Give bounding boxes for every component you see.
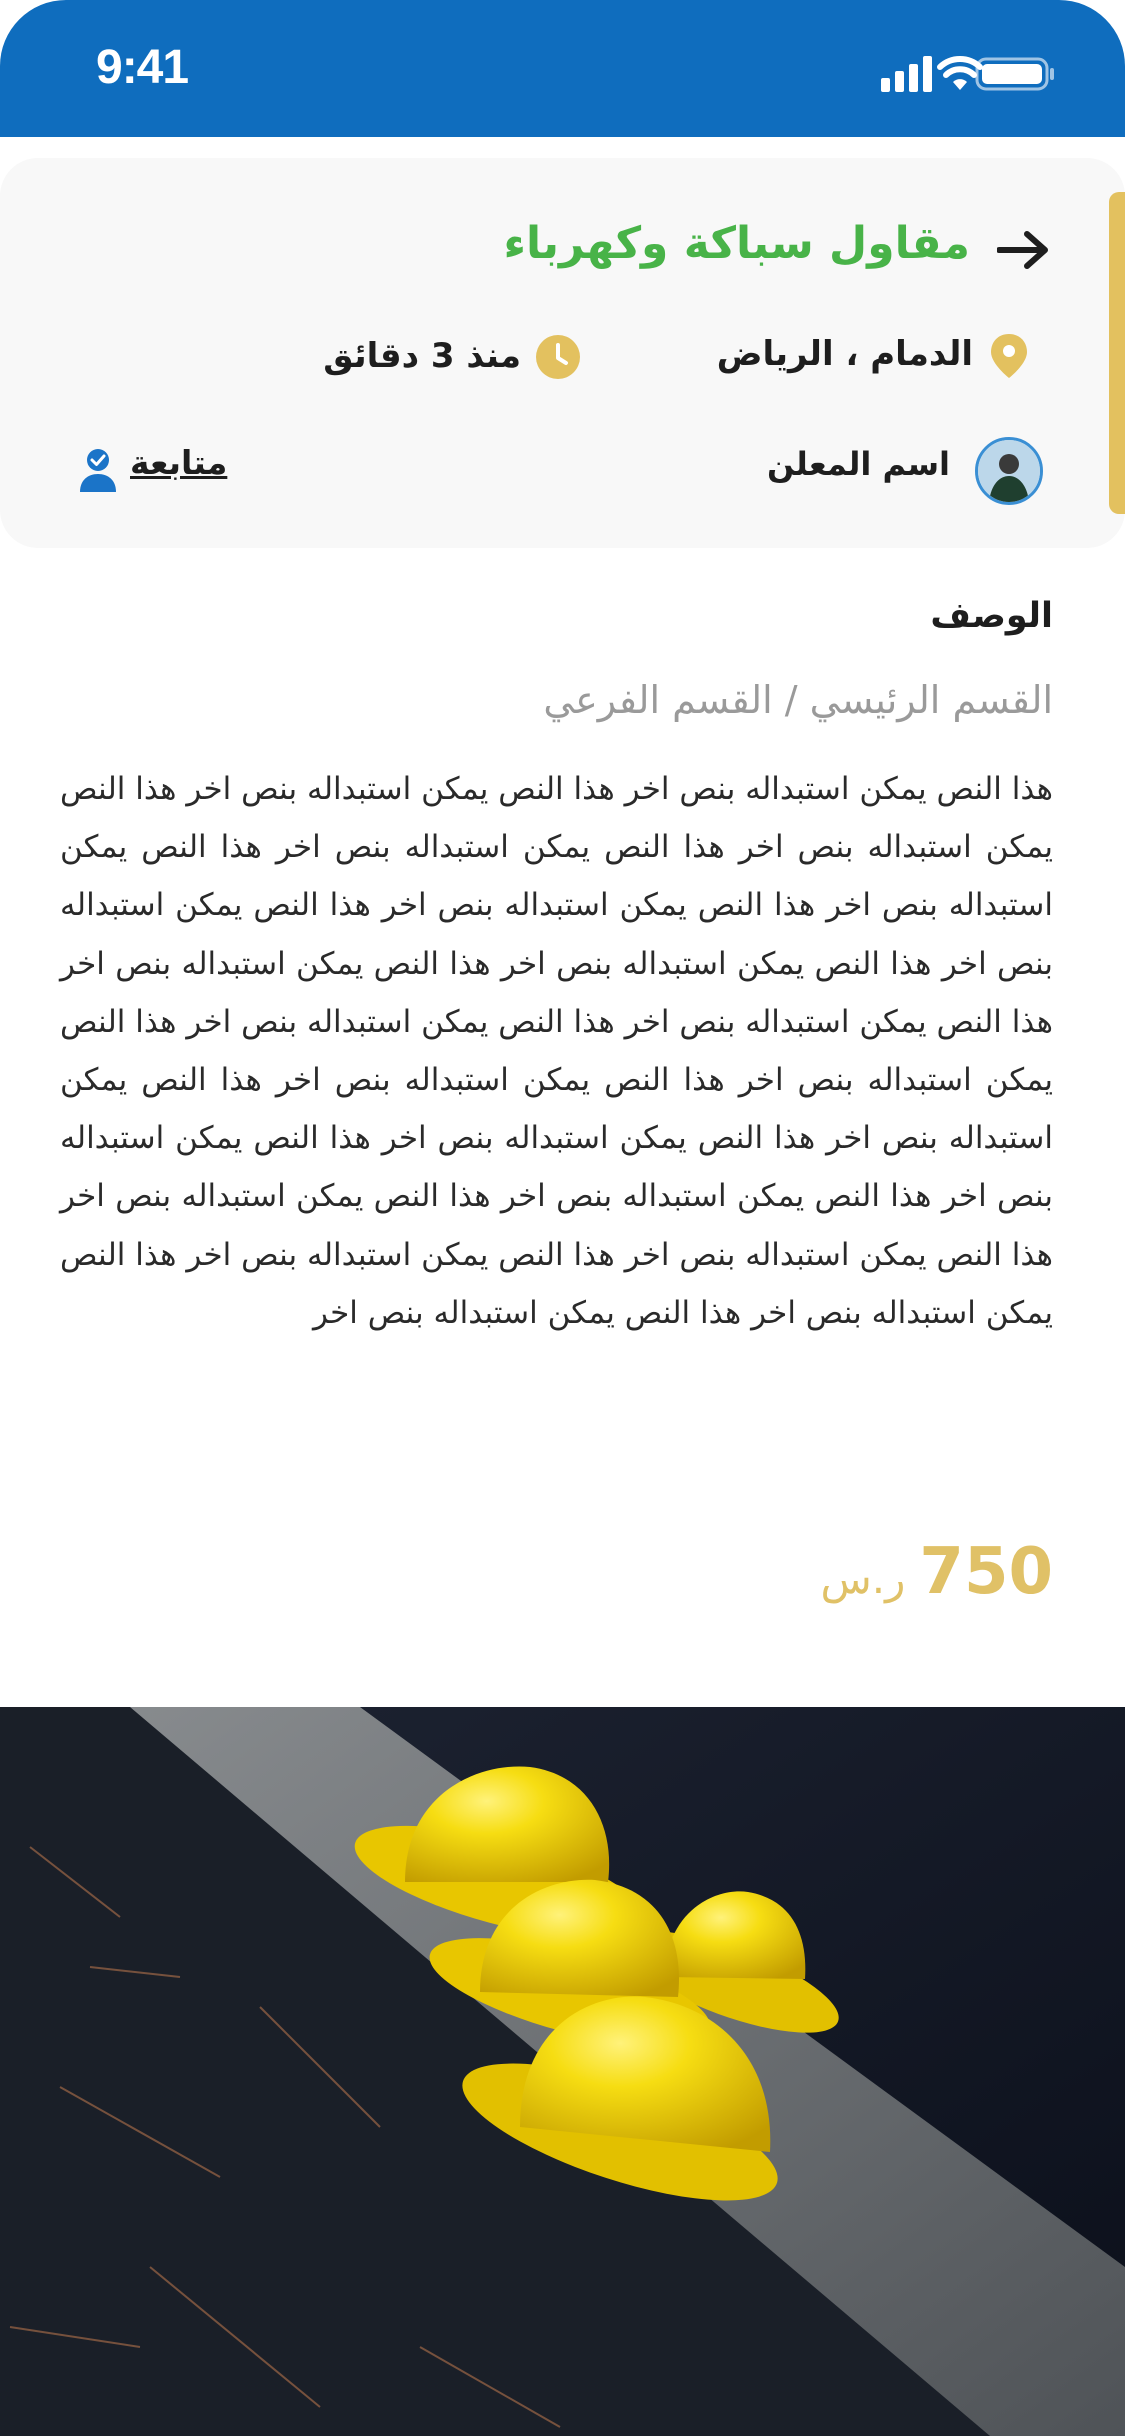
location-pin-icon: [989, 332, 1029, 380]
avatar-photo: [978, 440, 1040, 502]
ad-title: مقاول سباكة وكهرباء: [503, 218, 970, 269]
user-check-icon[interactable]: [78, 448, 118, 492]
battery-icon: [975, 56, 1055, 92]
clock-icon: [535, 334, 581, 380]
price-currency: ر.س: [820, 1554, 906, 1603]
yellow-hard-hats-photo[interactable]: [0, 1707, 1125, 2436]
signal-icon: [881, 56, 935, 92]
card-accent-bar: [1109, 192, 1125, 514]
description-heading: الوصف: [930, 596, 1053, 636]
advertiser-name[interactable]: اسم المعلن: [766, 445, 950, 483]
status-time: 9:41: [96, 41, 189, 94]
price-amount: 750: [919, 1535, 1053, 1609]
ad-posted-time: منذ 3 دقائق: [323, 336, 521, 376]
description-text: هذا النص يمكن استبداله بنص اخر هذا النص يمكن استبداله بنص اخر هذا النص يمكن استبداله بنص اخر هذا النص يمكن استبداله بنص اخر هذا النص يمكن استبداله بنص اخر هذا النص يمكن استبداله بنص اخر هذا النص يمكن استبداله بنص اخر هذا النص يمكن استبداله بنص اخر هذا النص يمكن استبداله بنص اخر هذا النص يمكن استبداله بنص اخر هذا النص يمكن استبداله بنص اخر هذا النص يمكن استبداله بنص اخر هذا النص يمكن استبداله بنص اخر هذا النص يمكن استبداله بنص اخر هذا النص يمكن استبداله بنص اخر هذا النص يمكن استبداله بنص اخر هذا النص يمكن استبداله بنص اخر هذا النص يمكن استبداله بنص اخر هذا النص يمكن استبداله بنص اخر هذا النص يمكن استبداله بنص اخر هذا النص يمكن استبداله بنص اخر هذا النص يمكن استبداله بنص اخر: [60, 771, 1053, 1331]
arrow-right-icon[interactable]: [997, 228, 1049, 272]
follow-button[interactable]: متابعة: [130, 443, 228, 482]
ad-location: الدمام ، الرياض: [716, 334, 973, 374]
price: [821, 1535, 1054, 1609]
advertiser-avatar[interactable]: [975, 437, 1043, 505]
category-breadcrumb[interactable]: القسم الرئيسي / القسم الفرعي: [543, 678, 1053, 722]
status-bar: [0, 0, 1125, 137]
